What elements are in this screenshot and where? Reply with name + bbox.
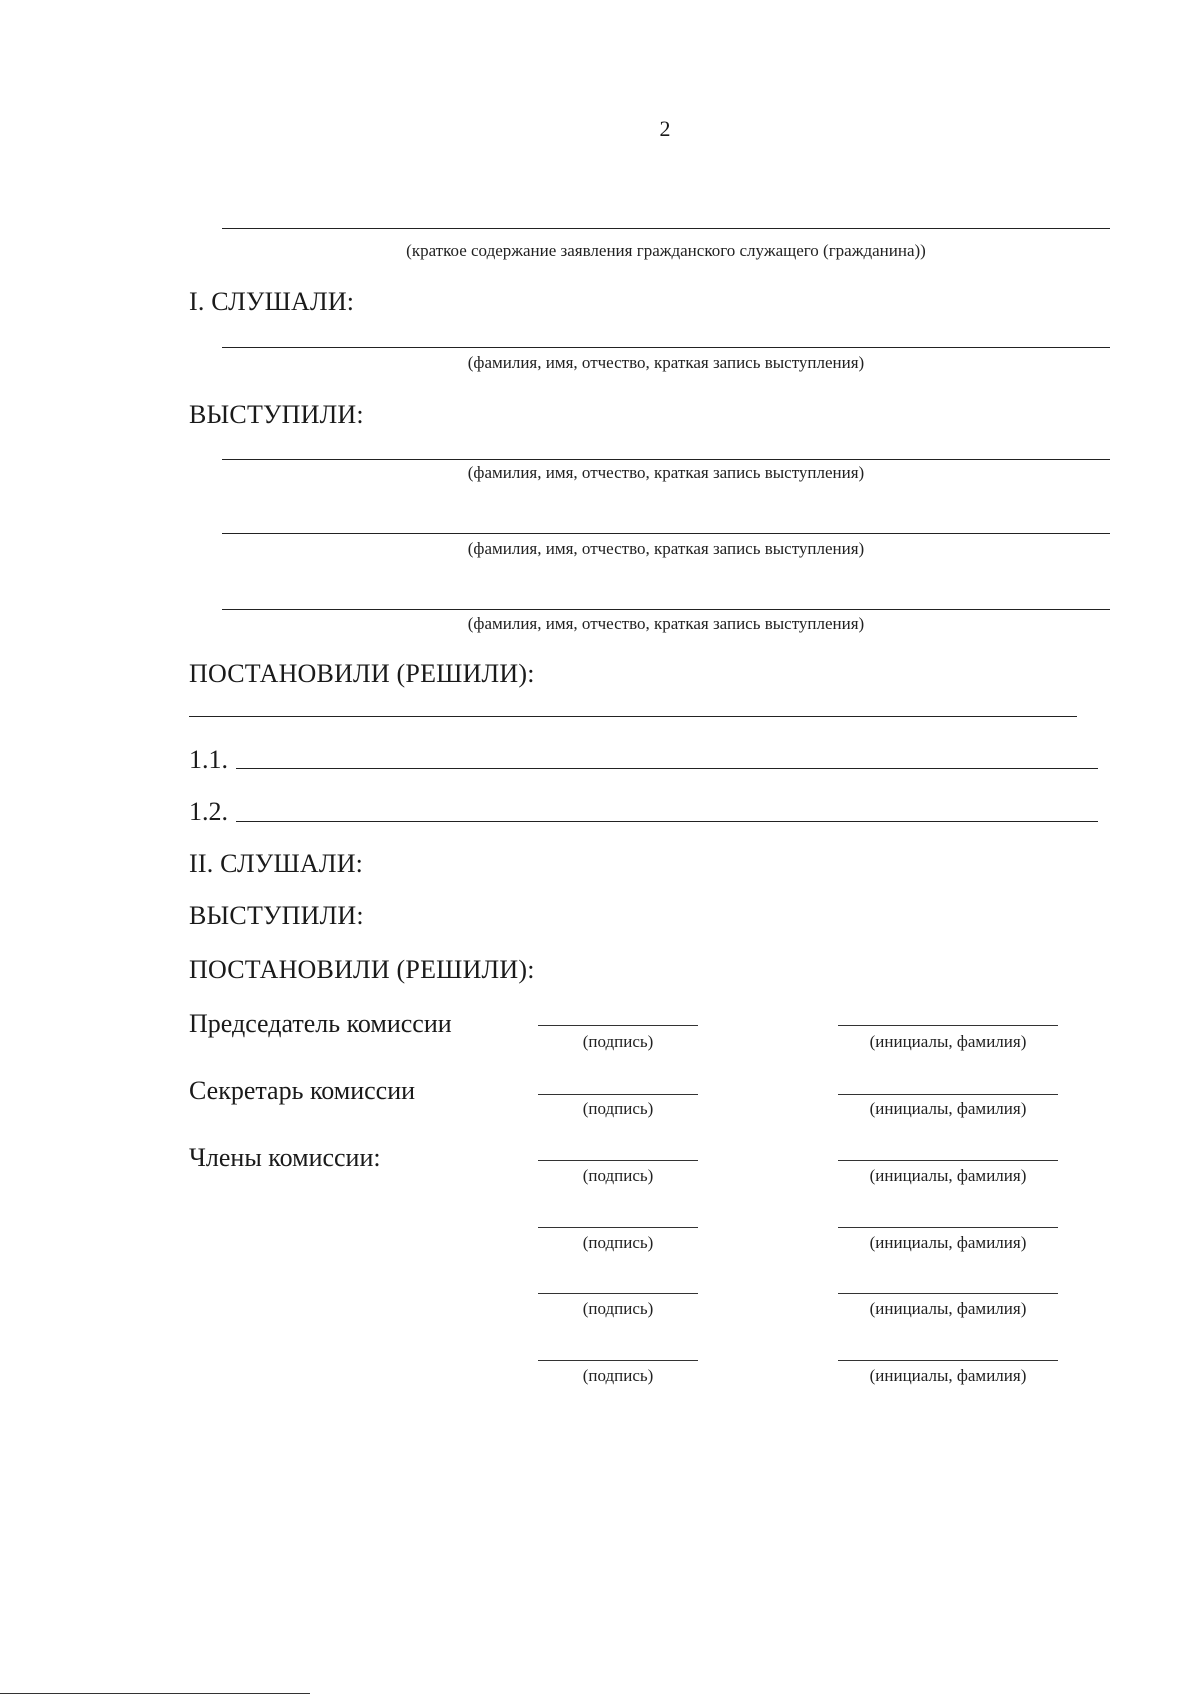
signature-line xyxy=(538,1360,698,1361)
summary-caption: (краткое содержание заявления гражданского служащего (гражданина)) xyxy=(406,241,926,260)
section1-spoke-caption-3: (фамилия, имя, отчество, краткая запись выступления) xyxy=(467,614,865,633)
item-1-1-label: 1.1. xyxy=(189,745,228,774)
secretary-label: Секретарь комиссии xyxy=(189,1076,416,1105)
signature-line xyxy=(538,1025,698,1026)
signature-line xyxy=(538,1094,698,1095)
section2-heard-heading: II. СЛУШАЛИ: xyxy=(189,849,364,878)
signature-caption: (подпись) xyxy=(582,1166,654,1185)
members-label: Члены комиссии: xyxy=(189,1143,381,1172)
signature-line xyxy=(538,1227,698,1228)
section1-spoke-caption-1: (фамилия, имя, отчество, краткая запись выступления) xyxy=(467,463,865,482)
signature-line xyxy=(538,1293,698,1294)
item-1-2-label: 1.2. xyxy=(189,797,228,826)
signature-caption: (подпись) xyxy=(582,1366,654,1385)
signature-caption: (подпись) xyxy=(582,1032,654,1051)
summary-line xyxy=(222,228,1110,229)
section2-resolved-heading: ПОСТАНОВИЛИ (РЕШИЛИ): xyxy=(189,955,535,984)
section1-resolved-line xyxy=(189,716,1077,717)
bottom-edge-line xyxy=(0,1693,310,1694)
signature-caption: (подпись) xyxy=(582,1299,654,1318)
section1-spoke-caption-2: (фамилия, имя, отчество, краткая запись выступления) xyxy=(467,539,865,558)
name-caption: (инициалы, фамилия) xyxy=(869,1099,1027,1118)
section1-heard-heading: I. СЛУШАЛИ: xyxy=(189,287,355,316)
section1-spoke-line-1 xyxy=(222,459,1110,460)
name-caption: (инициалы, фамилия) xyxy=(869,1299,1027,1318)
name-line xyxy=(838,1094,1058,1095)
name-line xyxy=(838,1360,1058,1361)
item-1-1-line xyxy=(236,768,1098,769)
section1-spoke-line-3 xyxy=(222,609,1110,610)
chair-label: Председатель комиссии xyxy=(189,1009,452,1038)
name-line xyxy=(838,1227,1058,1228)
name-line xyxy=(838,1160,1058,1161)
section1-spoke-heading: ВЫСТУПИЛИ: xyxy=(189,400,364,429)
name-caption: (инициалы, фамилия) xyxy=(869,1366,1027,1385)
signature-caption: (подпись) xyxy=(582,1233,654,1252)
name-line xyxy=(838,1293,1058,1294)
signature-line xyxy=(538,1160,698,1161)
name-caption: (инициалы, фамилия) xyxy=(869,1233,1027,1252)
name-line xyxy=(838,1025,1058,1026)
section1-heard-caption: (фамилия, имя, отчество, краткая запись выступления) xyxy=(467,353,865,372)
page-number: 2 xyxy=(659,116,671,141)
item-1-2-line xyxy=(236,821,1098,822)
section2-spoke-heading: ВЫСТУПИЛИ: xyxy=(189,901,364,930)
name-caption: (инициалы, фамилия) xyxy=(869,1166,1027,1185)
signature-caption: (подпись) xyxy=(582,1099,654,1118)
name-caption: (инициалы, фамилия) xyxy=(869,1032,1027,1051)
section1-heard-line xyxy=(222,347,1110,348)
section1-spoke-line-2 xyxy=(222,533,1110,534)
section1-resolved-heading: ПОСТАНОВИЛИ (РЕШИЛИ): xyxy=(189,659,535,688)
